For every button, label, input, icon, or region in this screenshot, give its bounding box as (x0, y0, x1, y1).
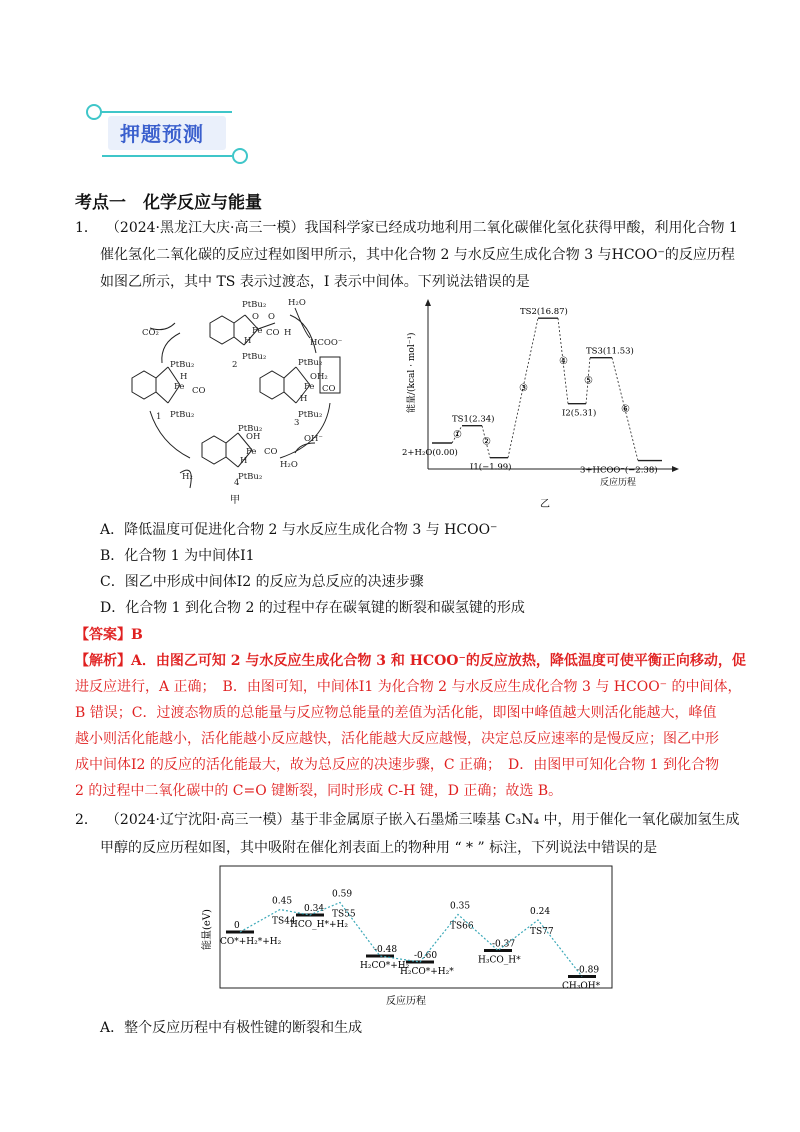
fig-a-label: 4 (234, 478, 240, 488)
value-label: 0.35 (450, 901, 471, 912)
value-label: -0.48 (374, 945, 398, 955)
ts-label: TS77 (530, 927, 554, 937)
value-label: 0.24 (530, 907, 551, 917)
fig-a-label: H₂ (182, 472, 193, 482)
fig-a-label: CO (264, 447, 278, 457)
value-label: 0.45 (272, 896, 293, 907)
q2-number: 2． (75, 812, 98, 828)
q1-analysis-line: B 错误；C．过渡态物质的总能量与反应物总能量的差值为活化能，即图中峰值越大则活化能越大，峰值 (75, 705, 717, 721)
fig-a-label: CO (192, 386, 206, 396)
energy-level-label: I1(−1.99) (470, 462, 512, 473)
fig-a-label: OH⁻ (304, 434, 323, 444)
fig-a-label: PtBu₂ (238, 472, 263, 482)
fig-a-label: Fe (252, 326, 263, 336)
fig-a-label: PtBu₂ (170, 410, 195, 420)
fig-a-label: OH (246, 432, 261, 442)
species-label: CO*+H₂*+H₂ (220, 937, 282, 947)
fig-a-label: H (180, 372, 188, 382)
q1-stem-2: 催化氢化二氧化碳的反应过程如图甲所示，其中化合物 2 与水反应生成化合物 3 与 (100, 247, 612, 263)
species-label: H₂CO*+H₂ (360, 961, 410, 971)
q1-analysis-line: 进反应进行，A 正确； B．由图可知，中间体Ⅰ1 为化合物 2 与水反应生成化合物 3 与 HCOO⁻ 的中间体， (75, 679, 742, 695)
q1-line-2 (100, 245, 735, 265)
fig-a-label: H (284, 328, 292, 338)
fig-a-label: PtBu₂ (298, 410, 323, 420)
q2-source: （2024·辽宁沈阳·高三一模） (105, 812, 291, 828)
fig-a-label: PtBu₂ (242, 300, 267, 310)
fig-a-label: H (300, 394, 308, 404)
q2-stem-1: 基于非金属原子嵌入石墨烯三嗪基 C₃N₄ 中，用于催化一氧化碳加氢生成 (290, 812, 740, 828)
fig-a-label: H₂O (280, 460, 298, 470)
q1-analysis-line: 【解析】A．由图乙可知 2 与水反应生成化合物 3 和 HCOO⁻的反应放热，降低温度可使平衡正向移动，促 (75, 653, 746, 669)
value-label: -0.89 (576, 965, 600, 976)
q1-option-b: B．化合物 1 为中间体Ⅰ1 (100, 548, 255, 564)
species-label: H₂CO*+H₂* (400, 967, 454, 977)
step-marker: ⑥ (621, 404, 630, 416)
energy-level-label: 3+HCOO⁻(−2.38) (580, 465, 658, 476)
q1-option-d: D．化合物 1 到化合物 2 的过程中存在碳氧键的断裂和碳氢键的形成 (100, 600, 525, 616)
fig-a-label: PtBu₂ (242, 352, 267, 362)
q1-stem-2-formula: HCOO⁻ (611, 247, 665, 263)
fig-a-label: PtBu₂ (238, 424, 263, 434)
energy-level-label: TS1(2.34) (452, 414, 495, 425)
fig-a-label: OH₂ (310, 372, 328, 382)
energy-level-label: TS2(16.87) (520, 307, 568, 318)
step-marker: ③ (519, 382, 528, 394)
fig-c-xlabel: 反应历程 (386, 996, 426, 1007)
ts-label: TS66 (450, 921, 474, 932)
q1-line-1 (75, 218, 738, 238)
species-label: HCO_H*+H₂ (290, 920, 348, 930)
q1-answer: 【答案】B (75, 627, 143, 643)
q1-analysis-line: 越小则活化能越小，活化能越小反应越快，活化能越大反应越慢，决定总反应速率的是慢反应；图乙中形 (75, 731, 719, 747)
q1-number: 1． (75, 220, 98, 236)
fig-a-label: O (252, 312, 259, 322)
species-label: CH₃OH* (562, 981, 601, 992)
q1-analysis-line: 成中间体Ⅰ2 的反应的活化能最大，故为总反应的决速步骤，C 正确； D．由图甲可知化合物 1 到化合物 (75, 757, 720, 773)
step-marker: ② (482, 436, 491, 448)
fig-a-label: Fe (246, 447, 257, 457)
fig-a-label: Fe (304, 382, 315, 392)
fig-a-label: Fe (174, 382, 185, 392)
figure-b-energy (400, 293, 690, 518)
fig-a-label: PtBu₂ (170, 360, 195, 370)
fig-c-ylabel: 能量(eV) (202, 909, 213, 950)
fig-a-label: CO₂ (142, 328, 159, 338)
species-label: H₃CO_H* (478, 955, 521, 966)
value-label: -0.37 (492, 939, 516, 950)
value-label: 0 (234, 921, 240, 931)
step-marker: ④ (559, 355, 568, 367)
banner-title: 押题预测 (120, 122, 204, 146)
fig-a-label: HCOO⁻ (310, 338, 343, 348)
fig-a-label: CO (266, 328, 280, 338)
fig-a-label: O (268, 312, 275, 322)
value-label: -0.60 (414, 951, 438, 961)
figure-a-cycle (120, 293, 390, 508)
step-marker: ① (453, 429, 462, 441)
q1-stem-2-tail: 的反应历程 (664, 247, 735, 263)
ts-label: TS44 (272, 916, 296, 927)
fig-a-label: H (240, 456, 248, 466)
q2-option-a: A．整个反应历程中有极性键的断裂和生成 (100, 1020, 363, 1036)
q2-line-1 (75, 810, 740, 830)
fig-b-caption: 乙 (540, 499, 550, 510)
q1-analysis-line: 2 的过程中二氧化碳中的 C=O 键断裂，同时形成 C-H 键，D 正确；故选 B。 (75, 783, 563, 799)
energy-level-label: 2+H₂O(0.00) (402, 448, 458, 458)
q1-option-a: A．降低温度可促进化合物 2 与水反应生成化合物 3 与 HCOO⁻ (100, 522, 498, 538)
fig-a-label: 2 (232, 360, 238, 370)
q2-line-2: 甲醇的反应历程如图，其中吸附在催化剂表面上的物种用 “ * ” 标注，下列说法中错误的是 (100, 840, 658, 856)
fig-a-label: H (244, 336, 252, 346)
q1-stem-1: 我国科学家已经成功地利用二氧化碳催化氢化获得甲酸，利用化合物 1 (304, 220, 738, 236)
value-label: 0.59 (332, 889, 353, 900)
figure-c-energy (200, 862, 620, 1010)
q1-source: （2024·黑龙江大庆·高三一模） (105, 220, 305, 236)
fig-a-caption: 甲 (230, 495, 240, 506)
energy-level-label: TS3(11.53) (586, 346, 634, 357)
fig-a-label: CO (322, 384, 336, 394)
section-title: 考点一 化学反应与能量 (75, 193, 262, 213)
step-marker: ⑤ (584, 375, 593, 387)
fig-a-label: PtBu₂ (298, 358, 323, 368)
fig-a-label: 1 (156, 412, 162, 422)
q1-option-c: C．图乙中形成中间体Ⅰ2 的反应为总反应的决速步骤 (100, 574, 424, 590)
fig-a-label: 3 (294, 418, 300, 428)
fig-b-xlabel: 反应历程 (600, 478, 637, 488)
q1-line-3: 如图乙所示，其中 TS 表示过渡态，Ⅰ 表示中间体。下列说法错误的是 (100, 274, 530, 290)
value-label: 0.34 (304, 904, 325, 914)
fig-b-ylabel: 能量/(kcal · mol⁻¹) (407, 332, 417, 413)
energy-level-label: I2(5.31) (562, 408, 597, 419)
fig-a-label: H₂O (288, 298, 306, 308)
ts-label: TS55 (332, 909, 356, 920)
